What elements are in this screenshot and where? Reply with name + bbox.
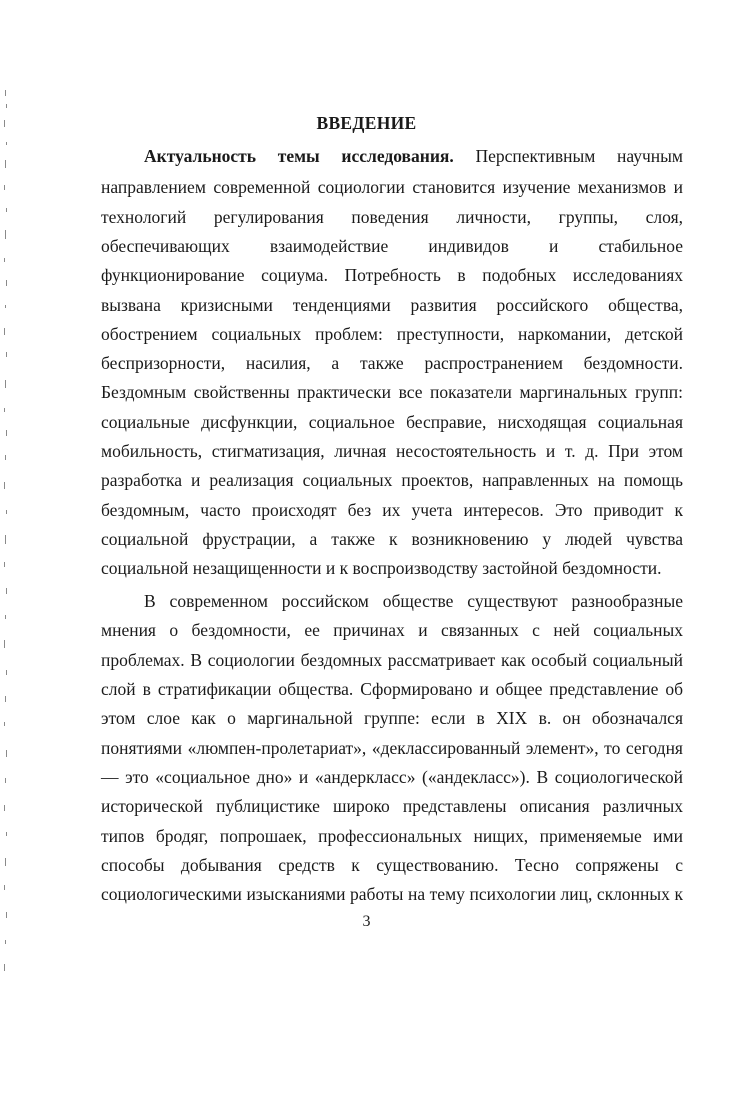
- paragraph-line: обострением социальных проблем: преступности, наркомании, детской: [101, 324, 683, 344]
- paragraph-line: социальной фрустрации, а также к возникновению у людей чувства: [101, 529, 683, 549]
- paragraph-line: вызвана кризисными тенденциями развития российского общества,: [101, 295, 683, 315]
- paragraph-line-text: Перспективным научным: [453, 146, 683, 166]
- paragraph-line: обеспечивающих взаимодействие индивидов и стабильное: [101, 236, 683, 256]
- paragraph-line: слой в стратификации общества. Сформировано и общее представление об: [101, 679, 683, 699]
- paragraph-line: мобильность, стигматизация, личная несостоятельность и т. д. При этом: [101, 441, 683, 461]
- paragraph-line: В современном российском обществе существуют разнообразные: [144, 591, 683, 611]
- paragraph-line: разработка и реализация социальных проектов, направленных на помощь: [101, 470, 683, 490]
- paragraph-line: способы добывания средств к существованию. Тесно сопряжены с: [101, 855, 683, 875]
- paragraph-line: социальной незащищенности и к воспроизводству застойной бездомности.: [101, 558, 662, 578]
- paragraph-line: беспризорности, насилия, а также распространением бездомности.: [101, 353, 683, 373]
- paragraph-line: проблемах. В социологии бездомных рассматривает как особый социальный: [101, 650, 683, 670]
- paragraph-line: технологий регулирования поведения личности, группы, слоя,: [101, 207, 683, 227]
- paragraph-line: социальные дисфункции, социальное бесправие, нисходящая социальная: [101, 412, 683, 432]
- paragraph-line: мнения о бездомности, ее причинах и связанных с ней социальных: [101, 620, 683, 640]
- paragraph-line: социологическими изысканиями работы на тему психологии лиц, склонных к: [101, 884, 683, 904]
- paragraph-line: исторической публицистике широко представлены описания различных: [101, 796, 683, 816]
- paragraph-line: понятиями «люмпен-пролетариат», «деклассированный элемент», то сегодня: [101, 738, 683, 758]
- paragraph-line: [144, 145, 683, 167]
- page-title: ВВЕДЕНИЕ: [316, 113, 417, 133]
- page-number: 3: [362, 913, 371, 930]
- paragraph-line: типов бродяг, попрошаек, профессиональных нищих, применяемые ими: [101, 826, 683, 846]
- paragraph-line: Бездомным свойственны практически все показатели маргинальных групп:: [101, 382, 683, 402]
- paragraph-line: этом слое как о маргинальной группе: если в XIX в. он обозначался: [101, 708, 683, 728]
- paragraph-line: функционирование социума. Потребность в подобных исследованиях: [101, 265, 683, 285]
- paragraph-line: — это «социальное дно» и «андеркласс» («андекласс»). В социологической: [101, 767, 683, 787]
- paragraph-line: направлением современной социологии становится изучение механизмов и: [101, 177, 683, 197]
- paragraph-lead: Актуальность темы исследования.: [144, 146, 454, 166]
- paragraph-line: бездомным, часто происходят без их учета интересов. Это приводит к: [101, 500, 683, 520]
- scan-margin-artifact: [2, 90, 10, 980]
